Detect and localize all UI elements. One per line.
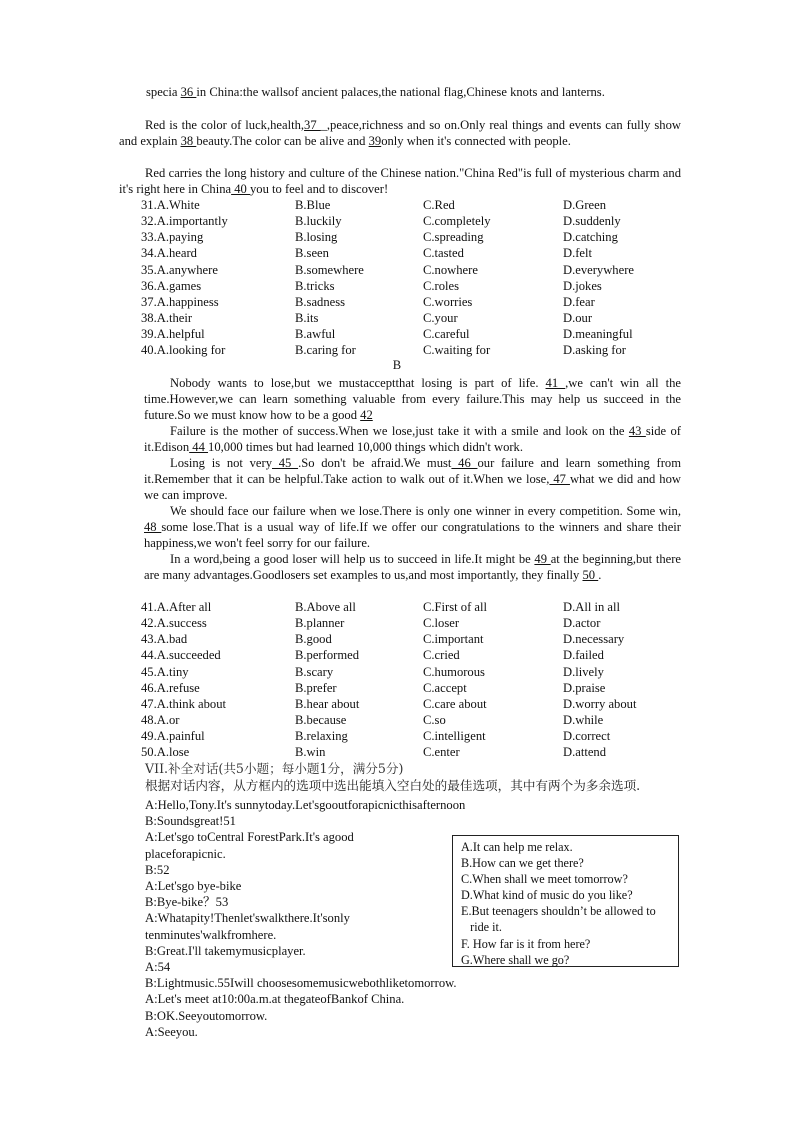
option-cell: B.scary	[295, 664, 334, 679]
option-row	[141, 262, 683, 278]
option-cell: B.sadness	[295, 294, 346, 309]
option-row	[141, 245, 683, 261]
option-cell: B.hear about	[295, 696, 360, 711]
option-cell: 37.A.happiness	[141, 294, 219, 309]
dialogue-line: tenminutes'walkfromhere.	[145, 927, 277, 942]
box-option: F. How far is it from here?	[461, 936, 591, 951]
option-row	[141, 229, 683, 245]
option-cell: C.roles	[423, 278, 460, 293]
option-cell: 40.A.looking for	[141, 343, 226, 358]
option-cell: B.win	[295, 745, 326, 760]
option-cell: B.good	[295, 632, 332, 647]
passage-b-paragraph-5	[144, 551, 681, 583]
text: In a word,being a good loser will help us to succeed in life.It might be	[170, 552, 535, 566]
option-cell: D.jokes	[563, 278, 602, 293]
passage-b-paragraph-2	[144, 423, 681, 455]
option-cell: 43.A.bad	[141, 632, 188, 647]
option-cell: D.everywhere	[563, 262, 634, 277]
option-row	[141, 744, 683, 760]
option-cell: 38.A.their	[141, 311, 193, 326]
option-cell: D.asking for	[563, 343, 626, 358]
text: side of it.Edison	[144, 424, 681, 455]
option-cell: B.tricks	[295, 278, 335, 293]
dialogue-line: B:Great.I'll takemymusicplayer.	[145, 943, 306, 958]
text: Red is the color of luck,health,	[145, 118, 305, 132]
option-cell: C.waiting for	[423, 343, 491, 358]
option-cell: C.your	[423, 311, 458, 326]
dialogue-line: A:Whatapity!Thenlet'swalkthere.It'sonly	[145, 911, 350, 926]
box-option: D.What kind of music do you like?	[461, 888, 633, 903]
option-cell: D.correct	[563, 729, 611, 744]
option-row	[141, 599, 683, 615]
option-cell: C.cried	[423, 648, 460, 663]
option-row	[141, 310, 683, 326]
option-cell: D.attend	[563, 745, 607, 760]
option-cell: D.Green	[563, 198, 607, 212]
option-cell: C.accept	[423, 680, 467, 695]
option-cell: D.praise	[563, 680, 606, 695]
option-cell: B.because	[295, 713, 347, 728]
dialogue-line: placeforapicnic.	[145, 846, 226, 861]
passage-b-paragraph-4	[144, 503, 681, 552]
option-row	[141, 664, 683, 680]
option-cell: C.important	[423, 632, 484, 647]
text: only when it's connected with people.	[381, 134, 571, 149]
blank-50: 50	[582, 568, 599, 583]
blank-45: 45	[272, 456, 299, 470]
blank-41: 41	[545, 376, 566, 390]
passage-a-paragraph-1	[119, 84, 681, 100]
option-cell: D.necessary	[563, 632, 625, 647]
option-cell: D.felt	[563, 246, 593, 261]
dialogue-line: A:Let's meet at10:00a.m.at thegateofBankof China.	[145, 992, 405, 1007]
passage-b-paragraph-3	[144, 455, 681, 504]
option-cell: D.actor	[563, 616, 601, 631]
blank-40: 40	[231, 182, 250, 197]
option-cell: 32.A.importantly	[141, 214, 228, 229]
blank-39: 39	[368, 134, 382, 149]
option-cell: D.All in all	[563, 600, 621, 614]
option-row	[141, 631, 683, 647]
option-cell: C.intelligent	[423, 729, 486, 744]
text: 10,000 times but had learned 10,000 things which didn't work.	[208, 440, 524, 455]
dialogue-line: A:Hello,Tony.It's sunnytoday.Let'sgooutforapicnicthisafternoon	[145, 798, 466, 812]
option-cell: B.performed	[295, 648, 359, 663]
text: .So don't be afraid.We must	[298, 456, 452, 470]
option-row	[141, 696, 683, 712]
dialogue-line: B:Lightmusic.55Iwill choosesomemusicwebothliketomorrow.	[145, 976, 457, 991]
option-cell: C.enter	[423, 745, 460, 760]
option-row	[141, 213, 683, 229]
blank-36: 36	[180, 85, 197, 99]
box-option: E.But teenagers shouldn’t be allowed to	[461, 904, 656, 919]
option-row	[141, 326, 683, 342]
option-cell: D.catching	[563, 230, 618, 245]
option-row	[141, 728, 683, 744]
option-cell: D.meaningful	[563, 327, 633, 342]
dialogue-line: B:Bye-bike？53	[145, 895, 229, 910]
text: you to feel and to discover!	[250, 182, 389, 197]
option-cell: 36.A.games	[141, 278, 202, 293]
option-cell: 42.A.success	[141, 616, 207, 631]
passage-a-paragraph-2	[119, 117, 681, 149]
option-cell: B.awful	[295, 327, 336, 342]
option-cell: C.worries	[423, 294, 473, 309]
option-cell: B.planner	[295, 616, 345, 631]
option-cell: 35.A.anywhere	[141, 262, 218, 277]
text: in China:the wallsof ancient palaces,the national flag,Chinese knots and lanterns.	[196, 85, 605, 99]
option-cell: C.spreading	[423, 230, 484, 245]
option-cell: 49.A.painful	[141, 729, 205, 744]
option-row	[141, 680, 683, 696]
text: specia	[146, 85, 181, 99]
option-cell: 48.A.or	[141, 713, 180, 728]
option-cell: B.relaxing	[295, 729, 348, 744]
option-cell: C.loser	[423, 616, 460, 631]
dialogue	[145, 797, 465, 1040]
option-cell: C.tasted	[423, 246, 464, 261]
dialogue-line: A:Let'sgo toCentral ForestPark.It's agood	[145, 830, 354, 845]
options-box	[452, 835, 679, 967]
option-cell: B.Above all	[295, 600, 356, 614]
blank-47: 47	[549, 472, 570, 487]
option-cell: 34.A.heard	[141, 246, 197, 261]
text: Red carries the long history and culture of the Chinese nation."China Red"is full of mysterious charm and it's right here in China	[119, 166, 681, 197]
blank-49: 49	[534, 552, 551, 566]
option-row	[141, 615, 683, 631]
box-option: G.Where shall we go?	[461, 952, 570, 967]
blank-48: 48	[144, 520, 162, 535]
option-cell: C.Red	[423, 198, 455, 212]
option-cell: B.luckily	[295, 214, 342, 229]
option-cell: 39.A.helpful	[141, 327, 205, 342]
option-cell: D.lively	[563, 664, 604, 679]
option-cell: C.so	[423, 713, 446, 728]
section-7-instruction: 根据对话内容，从方框内的选项中选出能填入空白处的最佳选项，其中有两个为多余选项.	[145, 778, 641, 793]
option-cell: 31.A.White	[141, 198, 200, 212]
blank-46: 46	[451, 456, 478, 470]
passage-a-paragraph-3	[119, 165, 681, 197]
option-cell: D.suddenly	[563, 214, 621, 229]
option-cell: 46.A.refuse	[141, 680, 200, 695]
dialogue-line: B:Soundsgreat!51	[145, 814, 236, 829]
dialogue-line: A:Let'sgo bye-bike	[145, 879, 242, 894]
option-row	[141, 197, 683, 213]
option-cell: C.nowhere	[423, 262, 478, 277]
option-cell: B.caring for	[295, 343, 356, 358]
option-row	[141, 647, 683, 663]
blank-37: 37	[304, 118, 321, 132]
option-cell: D.failed	[563, 648, 604, 663]
passage-b-paragraph-1	[144, 375, 681, 424]
text: our failure and learn something from it.Remember that it can be helpful.Take action to walk out of it.When we lose,	[144, 456, 682, 487]
box-option: ride it.	[461, 920, 502, 935]
section-b-label: B	[392, 358, 402, 372]
option-cell: 41.A.After all	[141, 600, 212, 614]
text: what we did and how we can improve.	[144, 472, 681, 503]
option-cell: C.First of all	[423, 600, 488, 614]
option-cell: D.while	[563, 713, 604, 728]
option-cell: 44.A.succeeded	[141, 648, 221, 663]
option-cell: B.seen	[295, 246, 329, 261]
text: Failure is the mother of success.When we lose,just take it with a smile and look on the	[170, 424, 629, 438]
options-table-b	[141, 599, 683, 761]
option-cell: 33.A.paying	[141, 230, 204, 245]
option-cell: D.our	[563, 311, 593, 326]
text: beauty.The color can be alive and	[196, 134, 369, 149]
text: Nobody wants to lose,but we mustacceptthat losing is part of life.	[170, 376, 546, 390]
option-cell: D.fear	[563, 294, 595, 309]
option-cell: C.careful	[423, 327, 470, 342]
dialogue-line: B:52	[145, 862, 170, 877]
box-option: C.When shall we meet tomorrow?	[461, 872, 628, 887]
box-option: B.How can we get there?	[461, 856, 584, 871]
option-cell: B.Blue	[295, 198, 331, 212]
blank-42: 42	[360, 408, 373, 423]
option-cell: 47.A.think about	[141, 696, 227, 711]
option-cell: C.care about	[423, 696, 487, 711]
option-cell: 50.A.lose	[141, 745, 190, 760]
text: .	[598, 568, 602, 583]
text: some lose.That is a usual way of life.If we offer our congratulations to the winners and share their happiness,we won't feel sorry for our failure.	[144, 520, 681, 551]
option-cell: B.losing	[295, 230, 338, 245]
option-row	[141, 712, 683, 728]
dialogue-line: A:Seeyou.	[145, 1024, 198, 1039]
option-cell: D.worry about	[563, 696, 637, 711]
option-cell: 45.A.tiny	[141, 664, 189, 679]
text: ,we can't win all the time.However,we can learn something valuable from every failure.This may help us succeed in the future.So we must know how to be a good	[144, 376, 681, 423]
option-row	[141, 342, 683, 358]
blank-43: 43	[628, 424, 646, 438]
option-cell: C.humorous	[423, 664, 485, 679]
section-7-heading: VII.补全对话(共5小题；每小题1分，满分5分)	[145, 761, 404, 776]
option-cell: B.somewhere	[295, 262, 364, 277]
text: Losing is not very	[170, 456, 273, 470]
options-table-a	[141, 197, 683, 359]
dialogue-line: A:54	[145, 960, 171, 975]
option-row	[141, 278, 683, 294]
text: We should face our failure when we lose.There is only one winner in every competition. Some win,	[170, 504, 681, 518]
blank-44: 44	[189, 440, 209, 455]
option-cell: C.completely	[423, 214, 491, 229]
blank-38: 38	[180, 134, 197, 149]
dialogue-line: B:OK.Seeyoutomorrow.	[145, 1008, 268, 1023]
text: at the beginning,but there are many advantages.Goodlosers set examples to us,and most importantly, they finally	[144, 552, 682, 583]
text: _,peace,richness and so on.Only real things and events can fully show and explain	[119, 118, 681, 149]
option-row	[141, 294, 683, 310]
option-cell: B.its	[295, 311, 319, 326]
option-cell: B.prefer	[295, 680, 337, 695]
box-option: A.It can help me relax.	[461, 840, 573, 854]
